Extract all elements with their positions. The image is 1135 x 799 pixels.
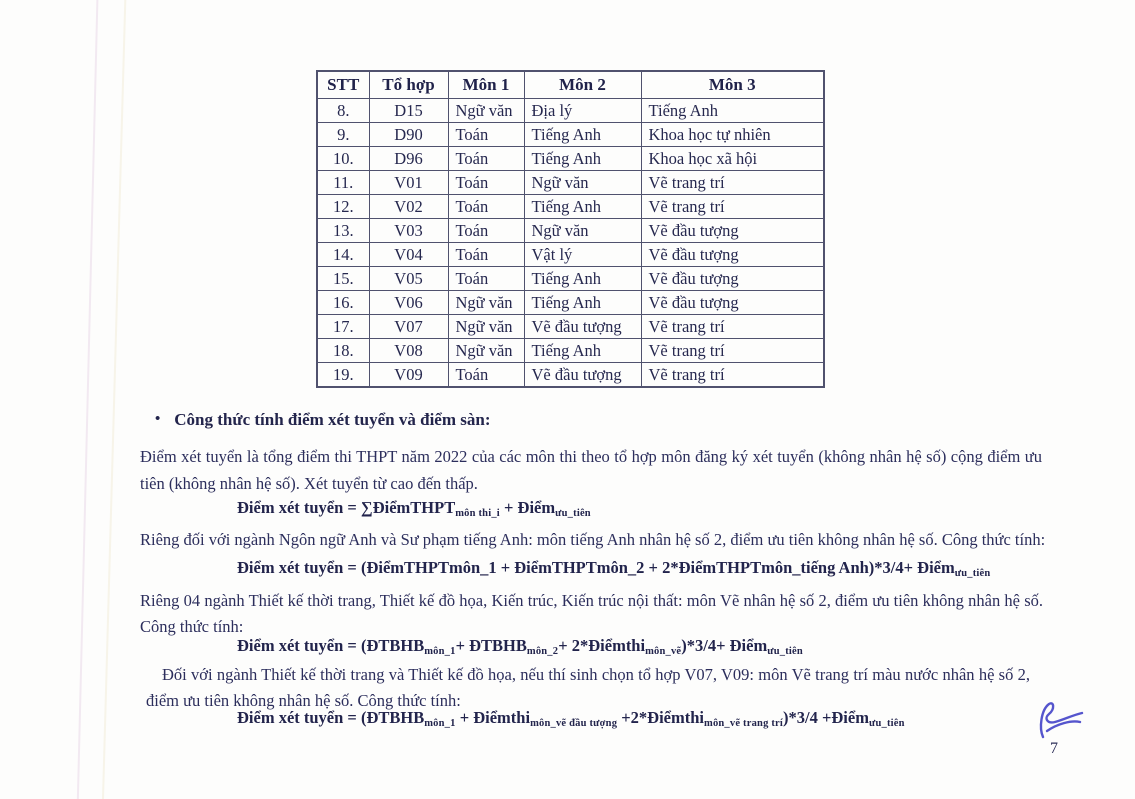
table-row	[317, 363, 824, 388]
table-row	[317, 123, 824, 147]
page-number: 7	[1050, 740, 1058, 757]
table-cell: Tiếng Anh	[524, 195, 641, 219]
column-header: Môn 1	[448, 71, 524, 99]
formula-subscript: môn thi_i	[455, 508, 500, 519]
table-cell: Ngữ văn	[524, 219, 641, 243]
table-cell: 8.	[317, 99, 369, 123]
section-heading-label: Công thức tính điểm xét tuyển và điểm sàn:	[174, 410, 491, 429]
formula-text: + Điểmthi	[455, 708, 531, 727]
table-cell: Khoa học tự nhiên	[641, 123, 824, 147]
bullet-icon: •	[155, 410, 161, 427]
table-cell: Toán	[448, 195, 524, 219]
subject-combination-table	[316, 70, 825, 388]
table-row	[317, 171, 824, 195]
formula-subscript: môn_1	[424, 646, 456, 657]
table-cell: Toán	[448, 147, 524, 171]
table-cell: D96	[369, 147, 448, 171]
paragraph-score-definition: Điểm xét tuyển là tổng điểm thi THPT năm 2022 của các môn thi theo tổ hợp môn đăng ký xét tuyển (không nhân hệ số) cộng điểm ưu tiên (không nhân hệ số). Xét tuyển từ cao đến thấp.	[140, 447, 1042, 493]
table-cell: Vẽ trang trí	[641, 195, 824, 219]
formula-text: Điểm xét tuyển = (ĐTBHB	[237, 708, 425, 727]
table-cell: Vẽ trang trí	[641, 363, 824, 388]
table-row	[317, 195, 824, 219]
table-row	[317, 219, 824, 243]
table-cell: Ngữ văn	[448, 99, 524, 123]
table-cell: Vẽ trang trí	[641, 339, 824, 363]
scan-artifact-line	[101, 0, 127, 799]
formula-general-score	[237, 498, 591, 518]
column-header: STT	[317, 71, 369, 99]
table-cell: Tiếng Anh	[524, 123, 641, 147]
table-cell: 10.	[317, 147, 369, 171]
table-cell: V09	[369, 363, 448, 388]
table-cell: Ngữ văn	[524, 171, 641, 195]
table-row	[317, 243, 824, 267]
paragraph-design-majors: Riêng 04 ngành Thiết kế thời trang, Thiết kế đồ họa, Kiến trúc, Kiến trúc nội thất: môn Vẽ nhân hệ số 2, điểm ưu tiên không nhân hệ số. Công thức tính:	[140, 591, 1043, 636]
table-cell: V03	[369, 219, 448, 243]
table-cell: Vẽ đầu tượng	[641, 291, 824, 315]
paragraph-v07-v09-note: Đối với ngành Thiết kế thời trang và Thiết kế đồ họa, nếu thí sinh chọn tổ hợp V07, V09: môn Vẽ trang trí màu nước nhân hệ số 2, điểm ưu tiên không nhân hệ số. Công thức tính:	[146, 665, 1030, 710]
table-cell: D90	[369, 123, 448, 147]
table-row	[317, 99, 824, 123]
table-cell: Toán	[448, 267, 524, 291]
formula-text: Điểm xét tuyển = ∑ĐiểmTHPT	[237, 498, 456, 517]
table-cell: D15	[369, 99, 448, 123]
formula-subscript: môn_1	[424, 718, 456, 729]
formula-text: + Điểm	[499, 498, 556, 517]
table-row	[317, 147, 824, 171]
table-cell: 16.	[317, 291, 369, 315]
table-cell: Vẽ đầu tượng	[524, 363, 641, 388]
table-cell: Địa lý	[524, 99, 641, 123]
formula-text: )*3/4+ Điểm	[681, 636, 768, 655]
table-cell: Tiếng Anh	[524, 291, 641, 315]
table-cell: Ngữ văn	[448, 339, 524, 363]
table-cell: 13.	[317, 219, 369, 243]
table-cell: 18.	[317, 339, 369, 363]
table-cell: Tiếng Anh	[524, 267, 641, 291]
table-cell: Toán	[448, 219, 524, 243]
table-cell: 14.	[317, 243, 369, 267]
column-header: Môn 2	[524, 71, 641, 99]
table-cell: Vẽ đầu tượng	[641, 267, 824, 291]
formula-subscript: môn_vẽ trang trí	[704, 718, 784, 729]
table-cell: V05	[369, 267, 448, 291]
table-header-row	[317, 71, 824, 99]
paragraph-english-majors: Riêng đối với ngành Ngôn ngữ Anh và Sư phạm tiếng Anh: môn tiếng Anh nhân hệ số 2, điểm ưu tiên không nhân hệ số. Công thức tính:	[140, 530, 1046, 549]
table-cell: Khoa học xã hội	[641, 147, 824, 171]
formula-text: + 2*Điểmthi	[558, 636, 646, 655]
formula-text: Điểm xét tuyển = (ĐiểmTHPTmôn_1 + ĐiểmTHPTmôn_2 + 2*ĐiểmTHPTmôn_tiếng Anh)*3/4+ Điểm	[237, 558, 955, 577]
table-cell: Tiếng Anh	[524, 147, 641, 171]
table-row	[317, 291, 824, 315]
table-cell: Toán	[448, 123, 524, 147]
table-cell: Tiếng Anh	[524, 339, 641, 363]
table-cell: Vẽ trang trí	[641, 315, 824, 339]
table-cell: Vẽ đầu tượng	[524, 315, 641, 339]
table-cell: Vật lý	[524, 243, 641, 267]
formula-text: +2*Điểmthi	[617, 708, 704, 727]
table-cell: 12.	[317, 195, 369, 219]
table-cell: Ngữ văn	[448, 315, 524, 339]
formula-drawing-weighted	[237, 636, 803, 656]
column-header: Tổ hợp	[369, 71, 448, 99]
formula-subscript: ưu_tiên	[767, 646, 803, 657]
table-cell: V06	[369, 291, 448, 315]
table-cell: Vẽ đầu tượng	[641, 243, 824, 267]
table-cell: V02	[369, 195, 448, 219]
table-row	[317, 339, 824, 363]
formula-subscript: môn_2	[526, 646, 559, 657]
formula-v07-v09-weighted	[237, 708, 905, 728]
table-cell: 17.	[317, 315, 369, 339]
table-cell: Toán	[448, 363, 524, 388]
table-cell: V04	[369, 243, 448, 267]
table-cell: Vẽ đầu tượng	[641, 219, 824, 243]
table-cell: Tiếng Anh	[641, 99, 824, 123]
table-cell: Toán	[448, 171, 524, 195]
formula-subscript: ưu_tiên	[868, 718, 905, 729]
formula-english-weighted	[237, 558, 990, 578]
table-row	[317, 315, 824, 339]
scan-artifact-line	[76, 0, 99, 799]
table-cell: V07	[369, 315, 448, 339]
table-cell: Ngữ văn	[448, 291, 524, 315]
formula-text: )*3/4 +Điểm	[783, 708, 869, 727]
table-cell: 19.	[317, 363, 369, 388]
formula-text: + ĐTBHB	[455, 636, 527, 655]
table-cell: Vẽ trang trí	[641, 171, 824, 195]
table-cell: V01	[369, 171, 448, 195]
formula-text: Điểm xét tuyển = (ĐTBHB	[237, 636, 425, 655]
table-cell: 15.	[317, 267, 369, 291]
formula-subscript: ưu_tiên	[954, 568, 991, 579]
table-cell: V08	[369, 339, 448, 363]
section-heading	[155, 410, 490, 430]
table-cell: Toán	[448, 243, 524, 267]
table-row	[317, 267, 824, 291]
formula-subscript: ưu_tiên	[555, 508, 591, 519]
column-header: Môn 3	[641, 71, 824, 99]
formula-subscript: môn_vẽ đầu tượng	[530, 718, 618, 729]
formula-subscript: môn_vẽ	[645, 646, 682, 657]
table-cell: 11.	[317, 171, 369, 195]
table-cell: 9.	[317, 123, 369, 147]
